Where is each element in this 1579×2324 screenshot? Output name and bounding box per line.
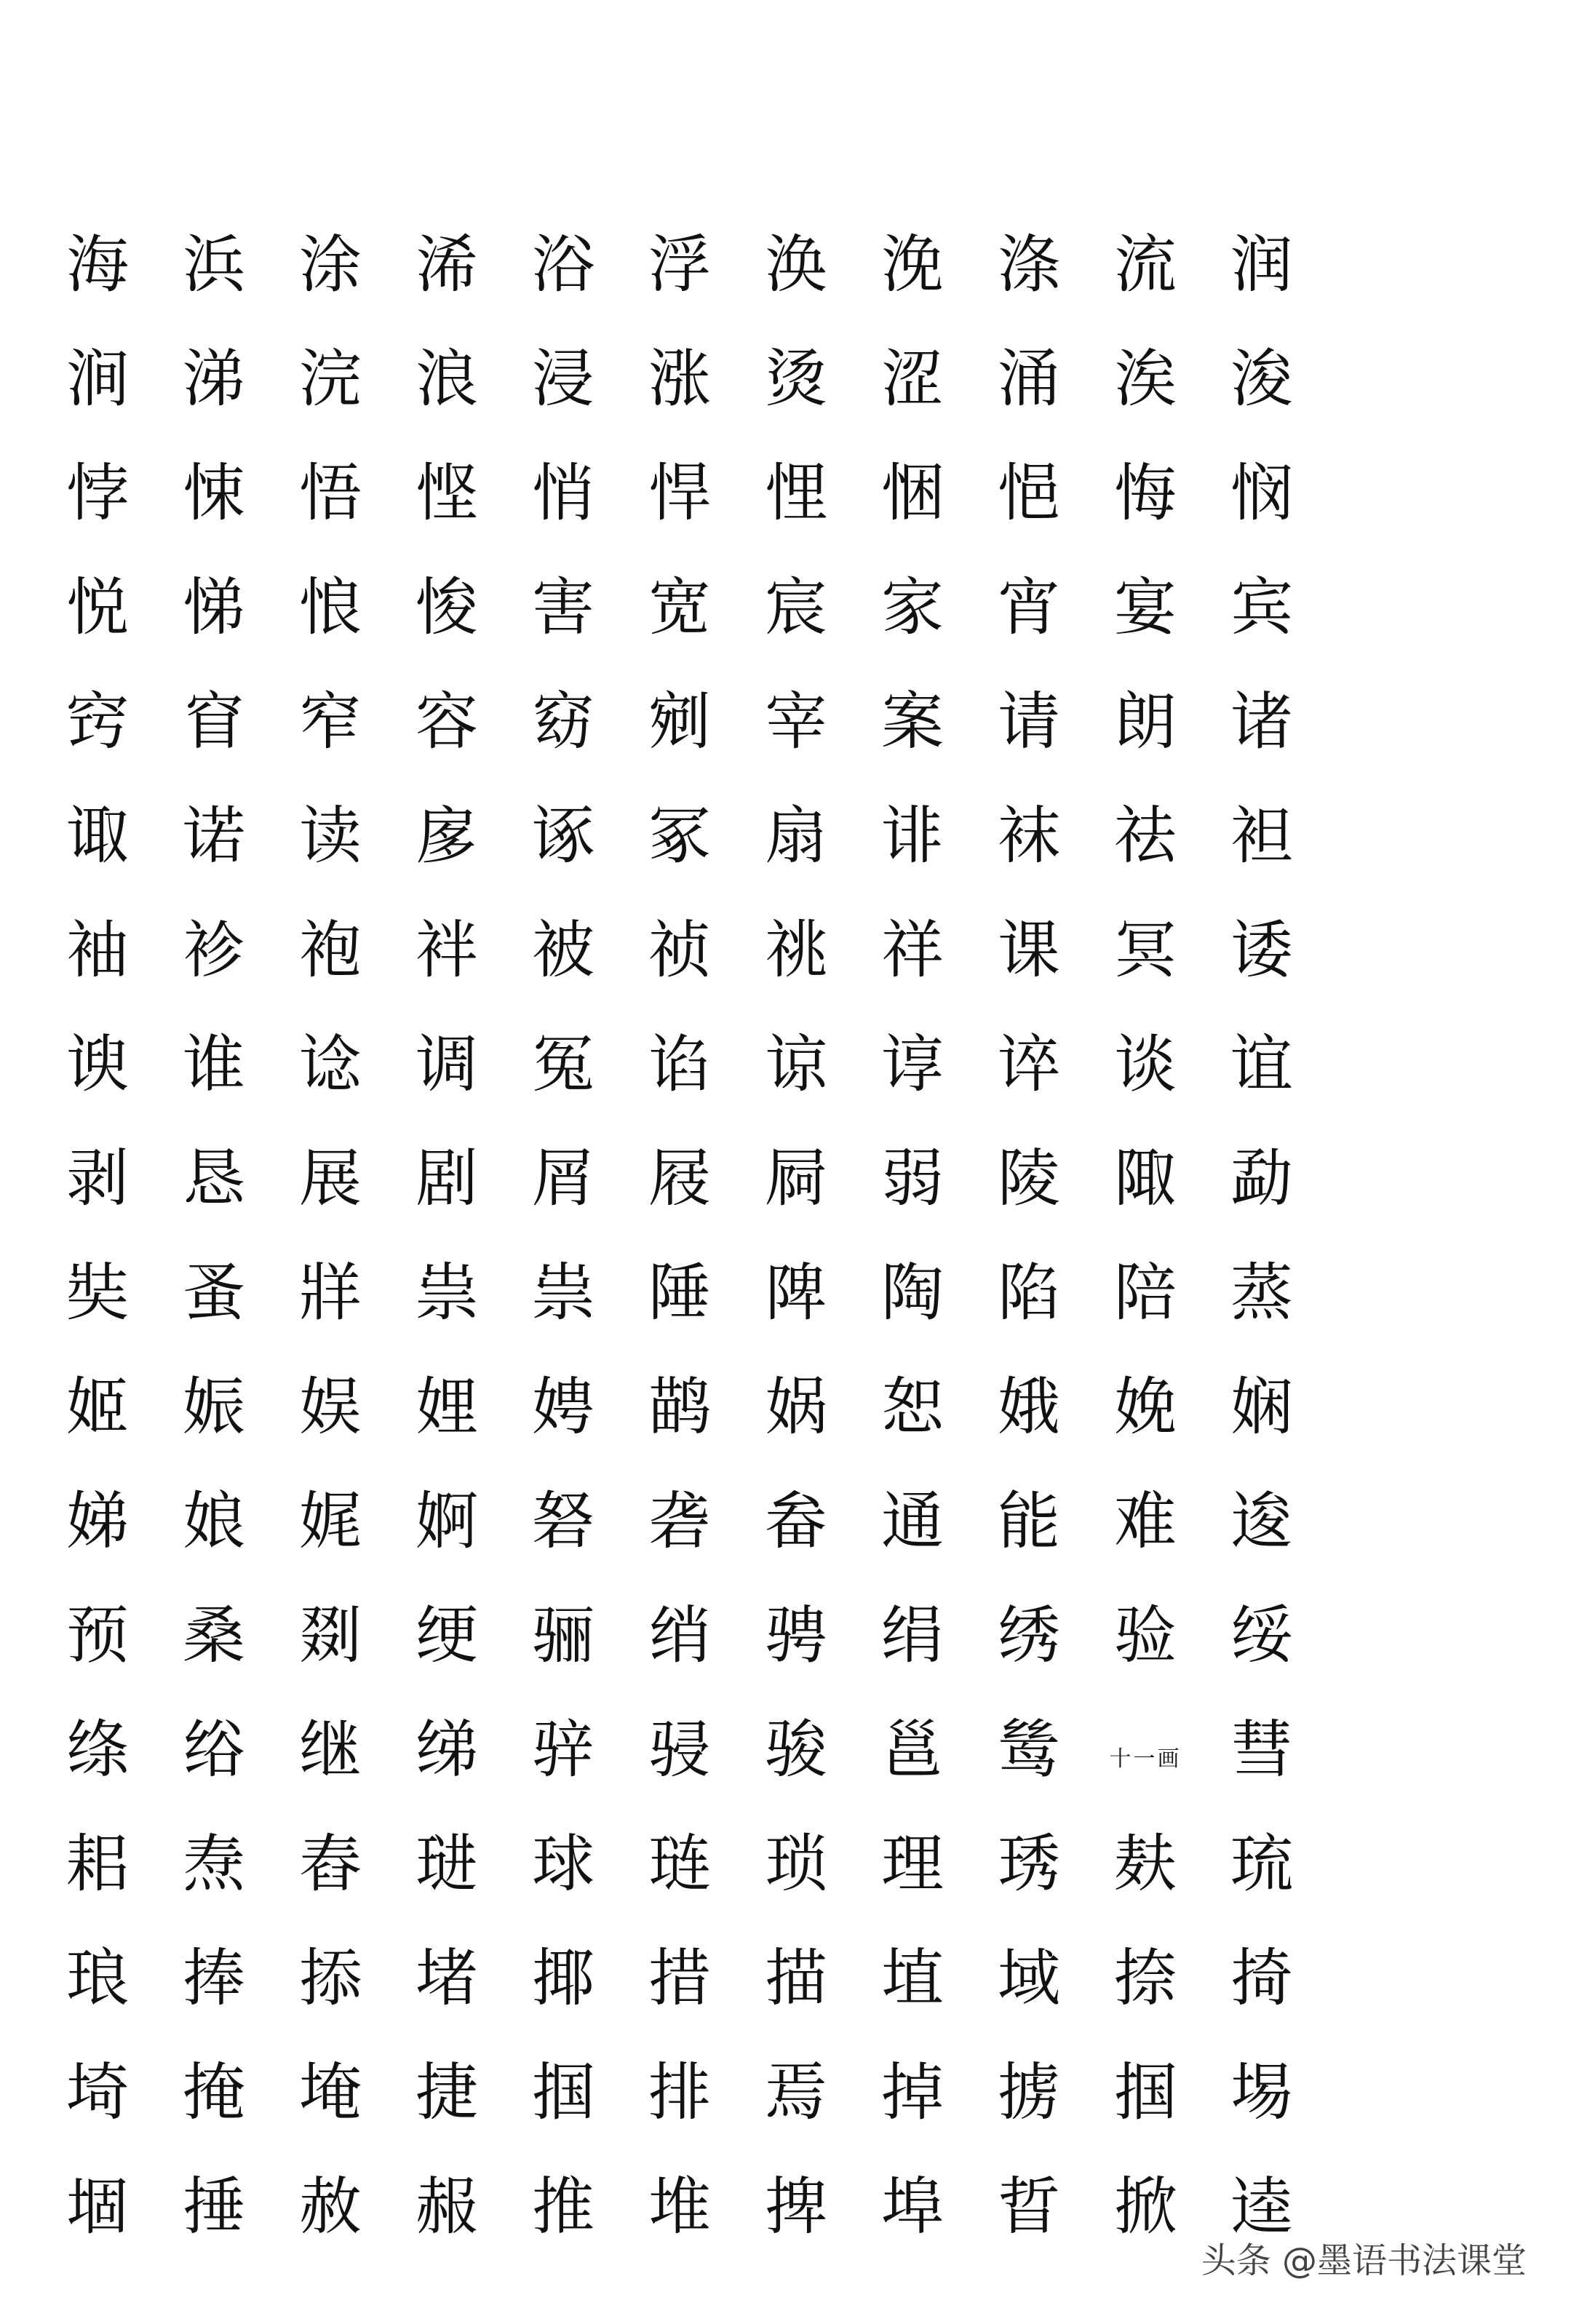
character-cell: 涣 bbox=[765, 228, 827, 301]
character-row bbox=[39, 1235, 1291, 1350]
character-cell: 宾 bbox=[1230, 570, 1293, 644]
character-cell: 揶 bbox=[532, 1941, 594, 2015]
character-cell: 祟 bbox=[415, 1256, 478, 1329]
character-cell: 浸 bbox=[532, 342, 594, 415]
character-cell: 鸶 bbox=[998, 1713, 1060, 1786]
character-cell: 球 bbox=[532, 1827, 594, 1901]
character-cell: 涤 bbox=[998, 228, 1060, 301]
character-cell: 诼 bbox=[532, 799, 594, 872]
character-cell: 浮 bbox=[648, 228, 711, 301]
character-cell: 晢 bbox=[998, 2170, 1060, 2243]
character-cell: 埴 bbox=[881, 1941, 944, 2015]
character-row bbox=[39, 1807, 1291, 1921]
character-cell: 姬 bbox=[66, 1370, 129, 1444]
character-cell: 剥 bbox=[66, 1142, 129, 1215]
character-cell: 朗 bbox=[1114, 685, 1177, 758]
character-cell: 埯 bbox=[299, 2056, 362, 2129]
character-cell: 舂 bbox=[299, 1827, 362, 1901]
character-cell: 陪 bbox=[1114, 1256, 1177, 1329]
character-cell: 娠 bbox=[183, 1370, 245, 1444]
character-cell: 绨 bbox=[415, 1713, 478, 1786]
character-cell: 宸 bbox=[765, 570, 827, 644]
character-cell: 推 bbox=[532, 2170, 594, 2243]
character-cell: 砻 bbox=[648, 1484, 711, 1558]
character-cell: 琎 bbox=[415, 1827, 478, 1901]
character-cell: 麸 bbox=[1114, 1827, 1177, 1901]
character-cell: 骎 bbox=[648, 1713, 711, 1786]
character-cell: 谈 bbox=[1114, 1027, 1177, 1101]
character-cell: 祯 bbox=[648, 913, 711, 987]
character-row bbox=[39, 779, 1291, 893]
character-cell: 悦 bbox=[66, 570, 129, 644]
character-cell: 琏 bbox=[648, 1827, 711, 1901]
character-cell: 继 bbox=[299, 1713, 362, 1786]
character-cell: 绡 bbox=[648, 1599, 711, 1672]
character-cell: 谆 bbox=[881, 1027, 944, 1101]
character-cell: 悍 bbox=[648, 456, 711, 530]
character-row bbox=[39, 322, 1291, 436]
character-grid bbox=[39, 207, 1291, 2264]
character-cell: 袜 bbox=[998, 799, 1060, 872]
character-cell: 陴 bbox=[765, 1256, 827, 1329]
character-cell: 预 bbox=[66, 1599, 129, 1672]
character-cell: 骏 bbox=[765, 1713, 827, 1786]
character-cell: 涘 bbox=[1114, 342, 1177, 415]
character-cell: 屐 bbox=[648, 1142, 711, 1215]
stroke-count-label: 十一画 bbox=[1109, 1746, 1182, 1772]
character-cell: 焉 bbox=[765, 2056, 827, 2129]
character-cell: 谇 bbox=[998, 1027, 1060, 1101]
character-cell: 浣 bbox=[299, 342, 362, 415]
character-cell: 堵 bbox=[415, 1941, 478, 2015]
character-cell: 畚 bbox=[765, 1484, 827, 1558]
character-cell: 烫 bbox=[765, 342, 827, 415]
character-cell: 骍 bbox=[532, 1713, 594, 1786]
character-cell: 诺 bbox=[183, 799, 245, 872]
character-cell: 掩 bbox=[183, 2056, 245, 2129]
character-cell: 宴 bbox=[1114, 570, 1177, 644]
character-cell: 娱 bbox=[299, 1370, 362, 1444]
character-row bbox=[39, 1350, 1291, 1464]
character-cell: 掳 bbox=[998, 2056, 1060, 2129]
character-row bbox=[39, 1921, 1291, 2035]
character-cell: 绢 bbox=[881, 1599, 944, 1672]
character-cell: 捺 bbox=[1114, 1941, 1177, 2015]
character-cell: 赦 bbox=[299, 2170, 362, 2243]
character-cell: 流 bbox=[1114, 228, 1177, 301]
character-cell: 娥 bbox=[998, 1370, 1060, 1444]
character-cell: 娌 bbox=[415, 1370, 478, 1444]
character-cell: 描 bbox=[765, 1941, 827, 2015]
character-cell: 宰 bbox=[765, 685, 827, 758]
character-cell: 埸 bbox=[1230, 2056, 1293, 2129]
character-cell: 祛 bbox=[1114, 799, 1177, 872]
character-cell: 袖 bbox=[66, 913, 129, 987]
character-cell: 陷 bbox=[998, 1256, 1060, 1329]
character-cell: 家 bbox=[881, 570, 944, 644]
character-cell: 剟 bbox=[299, 1599, 362, 1672]
character-cell: 骊 bbox=[532, 1599, 594, 1672]
character-cell: 宵 bbox=[998, 570, 1060, 644]
character-cell: 祧 bbox=[765, 913, 827, 987]
character-cell: 涨 bbox=[648, 342, 711, 415]
character-cell: 赧 bbox=[415, 2170, 478, 2243]
character-cell: 悔 bbox=[1114, 456, 1177, 530]
character-cell: 牂 bbox=[299, 1256, 362, 1329]
character-cell: 琅 bbox=[66, 1941, 129, 2015]
character-cell: 浚 bbox=[1230, 342, 1293, 415]
character-cell: 琉 bbox=[1230, 1827, 1293, 1901]
character-cell: 涂 bbox=[299, 228, 362, 301]
character-cell: 浜 bbox=[183, 228, 245, 301]
character-cell: 勐 bbox=[1230, 1142, 1293, 1215]
character-cell: 浼 bbox=[881, 228, 944, 301]
character-cell: 验 bbox=[1114, 1599, 1177, 1672]
character-cell: 理 bbox=[881, 1827, 944, 1901]
character-cell: 悯 bbox=[1230, 456, 1293, 530]
character-cell: 埠 bbox=[881, 2170, 944, 2243]
character-cell: 谂 bbox=[299, 1027, 362, 1101]
character-cell: 琇 bbox=[998, 1827, 1060, 1901]
character-cell: 诿 bbox=[1230, 913, 1293, 987]
character-cell: 悄 bbox=[532, 456, 594, 530]
character-cell: 娣 bbox=[66, 1484, 129, 1558]
character-cell: 恕 bbox=[881, 1370, 944, 1444]
character-cell: 难 bbox=[1114, 1484, 1177, 1558]
character-cell: 悒 bbox=[998, 456, 1060, 530]
character-cell: 害 bbox=[532, 570, 594, 644]
character-cell: 冥 bbox=[1114, 913, 1177, 987]
character-cell: 恳 bbox=[183, 1142, 245, 1215]
character-cell: 堌 bbox=[66, 2170, 129, 2243]
character-cell: 陶 bbox=[881, 1256, 944, 1329]
character-cell: 掴 bbox=[1114, 2056, 1177, 2129]
character-cell: 掉 bbox=[881, 2056, 944, 2129]
character-row bbox=[39, 1007, 1291, 1121]
character-cell: 琐 bbox=[765, 1827, 827, 1901]
character-cell: 邕 bbox=[881, 1713, 944, 1786]
character-cell: 谀 bbox=[66, 1027, 129, 1101]
character-cell: 窍 bbox=[66, 685, 129, 758]
character-cell: 域 bbox=[998, 1941, 1060, 2015]
character-cell: 娓 bbox=[299, 1484, 362, 1558]
character-cell: 请 bbox=[998, 685, 1060, 758]
character-cell: 娲 bbox=[765, 1370, 827, 1444]
character-cell: 悭 bbox=[415, 456, 478, 530]
character-cell: 彗 bbox=[1230, 1713, 1293, 1786]
character-cell: 悃 bbox=[881, 456, 944, 530]
watermark: 头条 @墨语书法课堂 bbox=[1201, 2240, 1527, 2281]
character-cell: 绤 bbox=[183, 1713, 245, 1786]
character-cell: 砮 bbox=[532, 1484, 594, 1558]
character-cell: 谅 bbox=[765, 1027, 827, 1101]
character-cell: 被 bbox=[532, 913, 594, 987]
character-cell: 诹 bbox=[66, 799, 129, 872]
character-cell: 奘 bbox=[66, 1256, 129, 1329]
character-cell: 冤 bbox=[532, 1027, 594, 1101]
character-cell: 逵 bbox=[1230, 2170, 1293, 2243]
character-cell: 展 bbox=[299, 1142, 362, 1215]
character-cell: 蚤 bbox=[183, 1256, 245, 1329]
character-cell: 容 bbox=[415, 685, 478, 758]
character-cell: 陵 bbox=[998, 1142, 1060, 1215]
character-cell: 堆 bbox=[648, 2170, 711, 2243]
character-cell: 悖 bbox=[66, 456, 129, 530]
character-cell: 绥 bbox=[1230, 1599, 1293, 1672]
character-cell: 诽 bbox=[881, 799, 944, 872]
character-cell: 宽 bbox=[648, 570, 711, 644]
character-cell: 陲 bbox=[648, 1256, 711, 1329]
character-row bbox=[39, 893, 1291, 1007]
character-row bbox=[39, 207, 1291, 322]
character-cell: 润 bbox=[1230, 228, 1293, 301]
character-cell: 掀 bbox=[1114, 2170, 1177, 2243]
character-cell: 冢 bbox=[648, 799, 711, 872]
character-cell: 袒 bbox=[1230, 799, 1293, 872]
character-cell: 涩 bbox=[881, 342, 944, 415]
character-cell: 能 bbox=[998, 1484, 1060, 1558]
character-cell: 浠 bbox=[415, 228, 478, 301]
character-cell: 悛 bbox=[415, 570, 478, 644]
character-cell: 捶 bbox=[183, 2170, 245, 2243]
character-cell: 桑 bbox=[183, 1599, 245, 1672]
character-cell: 绠 bbox=[415, 1599, 478, 1672]
character-cell: 悚 bbox=[183, 456, 245, 530]
character-cell: 海 bbox=[66, 228, 129, 301]
character-cell: 逡 bbox=[1230, 1484, 1293, 1558]
character-cell: 袗 bbox=[183, 913, 245, 987]
character-cell: 娉 bbox=[532, 1370, 594, 1444]
character-cell: 诸 bbox=[1230, 685, 1293, 758]
character-cell: 读 bbox=[299, 799, 362, 872]
character-cell: 蒸 bbox=[1230, 1256, 1293, 1329]
character-cell: 袢 bbox=[415, 913, 478, 987]
character-cell: 捷 bbox=[415, 2056, 478, 2129]
character-cell: 浪 bbox=[415, 342, 478, 415]
character-cell: 浴 bbox=[532, 228, 594, 301]
character-cell: 涌 bbox=[998, 342, 1060, 415]
character-cell: 扅 bbox=[415, 799, 478, 872]
character-cell: 屙 bbox=[765, 1142, 827, 1215]
character-row bbox=[39, 1464, 1291, 1578]
character-cell: 涧 bbox=[66, 342, 129, 415]
character-row bbox=[39, 550, 1291, 664]
character-cell: 窄 bbox=[299, 685, 362, 758]
character-row bbox=[39, 1692, 1291, 1807]
character-row bbox=[39, 436, 1291, 550]
character-cell: 鹋 bbox=[648, 1370, 711, 1444]
character-cell: 焘 bbox=[183, 1827, 245, 1901]
character-row bbox=[39, 2035, 1291, 2149]
character-cell: 掎 bbox=[1230, 1941, 1293, 2015]
character-cell: 窈 bbox=[532, 685, 594, 758]
character-row bbox=[39, 1121, 1291, 1235]
character-cell: 祟 bbox=[532, 1256, 594, 1329]
character-cell: 掭 bbox=[299, 1941, 362, 2015]
character-cell: 悌 bbox=[183, 570, 245, 644]
character-cell: 娘 bbox=[183, 1484, 245, 1558]
character-cell: 绦 bbox=[66, 1713, 129, 1786]
character-cell: 陬 bbox=[1114, 1142, 1177, 1215]
character-cell: 袍 bbox=[299, 913, 362, 987]
character-cell: 捧 bbox=[183, 1941, 245, 2015]
character-cell: 埼 bbox=[66, 2056, 129, 2129]
character-row bbox=[39, 664, 1291, 779]
character-cell: 排 bbox=[648, 2056, 711, 2129]
character-cell: 谄 bbox=[648, 1027, 711, 1101]
character-cell: 剧 bbox=[415, 1142, 478, 1215]
character-cell: 调 bbox=[415, 1027, 478, 1101]
character-cell: 婀 bbox=[415, 1484, 478, 1558]
character-cell: 措 bbox=[648, 1941, 711, 2015]
character-cell: 娩 bbox=[1114, 1370, 1177, 1444]
character-cell: 涕 bbox=[183, 342, 245, 415]
character-cell: 耜 bbox=[66, 1827, 129, 1901]
character-cell: 祥 bbox=[881, 913, 944, 987]
character-cell: 谁 bbox=[183, 1027, 245, 1101]
character-cell: 悢 bbox=[299, 570, 362, 644]
character-cell: 案 bbox=[881, 685, 944, 758]
character-cell: 捭 bbox=[765, 2170, 827, 2243]
character-cell: 掴 bbox=[532, 2056, 594, 2129]
character-cell: 课 bbox=[998, 913, 1060, 987]
character-row bbox=[39, 2149, 1291, 2264]
character-cell: 悝 bbox=[765, 456, 827, 530]
character-cell: 绣 bbox=[998, 1599, 1060, 1672]
character-cell: 弱 bbox=[881, 1142, 944, 1215]
character-cell: 屑 bbox=[532, 1142, 594, 1215]
character-cell: 悟 bbox=[299, 456, 362, 530]
character-cell: 窅 bbox=[183, 685, 245, 758]
character-row bbox=[39, 1578, 1291, 1692]
character-cell: 通 bbox=[881, 1484, 944, 1558]
character-cell: 剜 bbox=[648, 685, 711, 758]
character-cell: 娴 bbox=[1230, 1370, 1293, 1444]
character-cell: 谊 bbox=[1230, 1027, 1293, 1101]
character-cell: 骋 bbox=[765, 1599, 827, 1672]
character-cell: 扇 bbox=[765, 799, 827, 872]
